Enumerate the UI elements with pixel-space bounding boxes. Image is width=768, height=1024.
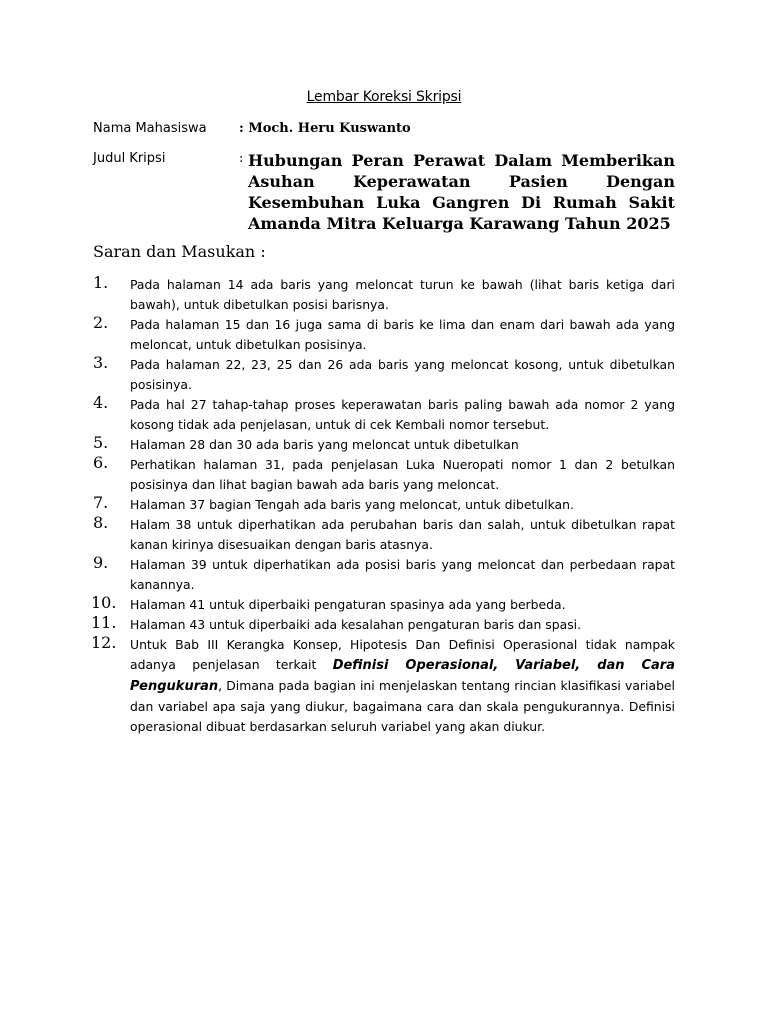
list-item-number: 7. [93, 493, 109, 512]
list-item-text: Halam 38 untuk diperhatikan ada perubahan baris dan salah, untuk dibetulkan rapat kanan kirinya disesuaikan dengan baris atasnya. [130, 517, 675, 552]
list-item [93, 435, 675, 455]
list-item-text: Halaman 37 bagian Tengah ada baris yang meloncat, untuk dibetulkan. [130, 497, 574, 512]
student-name-value: : Moch. Heru Kuswanto [239, 121, 411, 136]
list-item [93, 455, 675, 495]
list-item-text [130, 637, 675, 734]
list-item [93, 615, 675, 635]
list-item-number: 5. [93, 433, 109, 452]
list-item [93, 515, 675, 555]
list-item-number: 1. [93, 273, 109, 292]
list-item [93, 495, 675, 515]
list-item-number: 10. [91, 593, 117, 612]
student-name-label: Nama Mahasiswa [93, 121, 207, 136]
list-item-number: 8. [93, 513, 109, 532]
list-item [93, 275, 675, 315]
list-item [93, 555, 675, 595]
list-item [93, 315, 675, 355]
list-item-text: Halaman 43 untuk diperbaiki ada kesalahan pengaturan baris dan spasi. [130, 617, 582, 632]
list-item-text: Halaman 28 dan 30 ada baris yang meloncat untuk dibetulkan [130, 437, 519, 452]
corrections-list [93, 275, 675, 737]
list-item [93, 355, 675, 395]
list-item [93, 395, 675, 435]
list-item-text: Pada hal 27 tahap-tahap proses keperawatan baris paling bawah ada nomor 2 yang kosong tidak ada penjelasan, untuk di cek Kembali nomor tersebut. [130, 397, 675, 432]
thesis-title-colon: : [239, 151, 244, 166]
thesis-title-label: Judul Kripsi [93, 151, 166, 166]
list-item [93, 635, 675, 737]
list-item-number: 12. [91, 633, 117, 652]
list-item-number: 11. [91, 613, 117, 632]
list-item-text: Pada halaman 22, 23, 25 dan 26 ada baris yang meloncat kosong, untuk dibetulkan posisinya. [130, 357, 675, 392]
list-item-text: Halaman 39 untuk diperhatikan ada posisi baris yang meloncat dan perbedaan rapat kanannya. [130, 557, 675, 592]
list-item-number: 9. [93, 553, 109, 572]
document-title: Lembar Koreksi Skripsi [306, 89, 462, 105]
list-item-text: Pada halaman 15 dan 16 juga sama di baris ke lima dan enam dari bawah ada yang meloncat, untuk dibetulkan posisinya. [130, 317, 675, 352]
list-item-text-after: , Dimana pada bagian ini menjelaskan tentang rincian klasifikasi variabel dan variabel apa saja yang diukur, bagaimana cara dan skala pengukurannya. Definisi operasional dibuat berdasarkan seluruh variabel yang akan diukur. [130, 678, 675, 734]
list-item-text-before: Untuk Bab III Kerangka Konsep, Hipotesis Dan Definisi Operasional tidak nampak adanya penjelasan terkait [130, 637, 675, 672]
list-item-text: Pada halaman 14 ada baris yang meloncat turun ke bawah (lihat baris ketiga dari bawah), untuk dibetulkan posisi barisnya. [130, 277, 675, 312]
list-item-text: Perhatikan halaman 31, pada penjelasan Luka Nueropati nomor 1 dan 2 betulkan posisinya dan lihat bagian bawah ada baris yang meloncat. [130, 457, 675, 492]
list-item-text-emphasis: Definisi Operasional, Variabel, dan Cara Pengukuran [130, 658, 675, 694]
list-item-text: Halaman 41 untuk diperbaiki pengaturan spasinya ada yang berbeda. [130, 597, 566, 612]
list-item [93, 595, 675, 615]
section-heading: Saran dan Masukan : [93, 242, 266, 261]
list-item-number: 2. [93, 313, 109, 332]
list-item-number: 3. [93, 353, 109, 372]
list-item-number: 6. [93, 453, 109, 472]
thesis-title-value: Hubungan Peran Perawat Dalam Memberikan Asuhan Keperawatan Pasien Dengan Kesembuhan Luka Gangren Di Rumah Sakit Amanda Mitra Keluarga Karawang Tahun 2025 [248, 151, 675, 233]
list-item-number: 4. [93, 393, 109, 412]
